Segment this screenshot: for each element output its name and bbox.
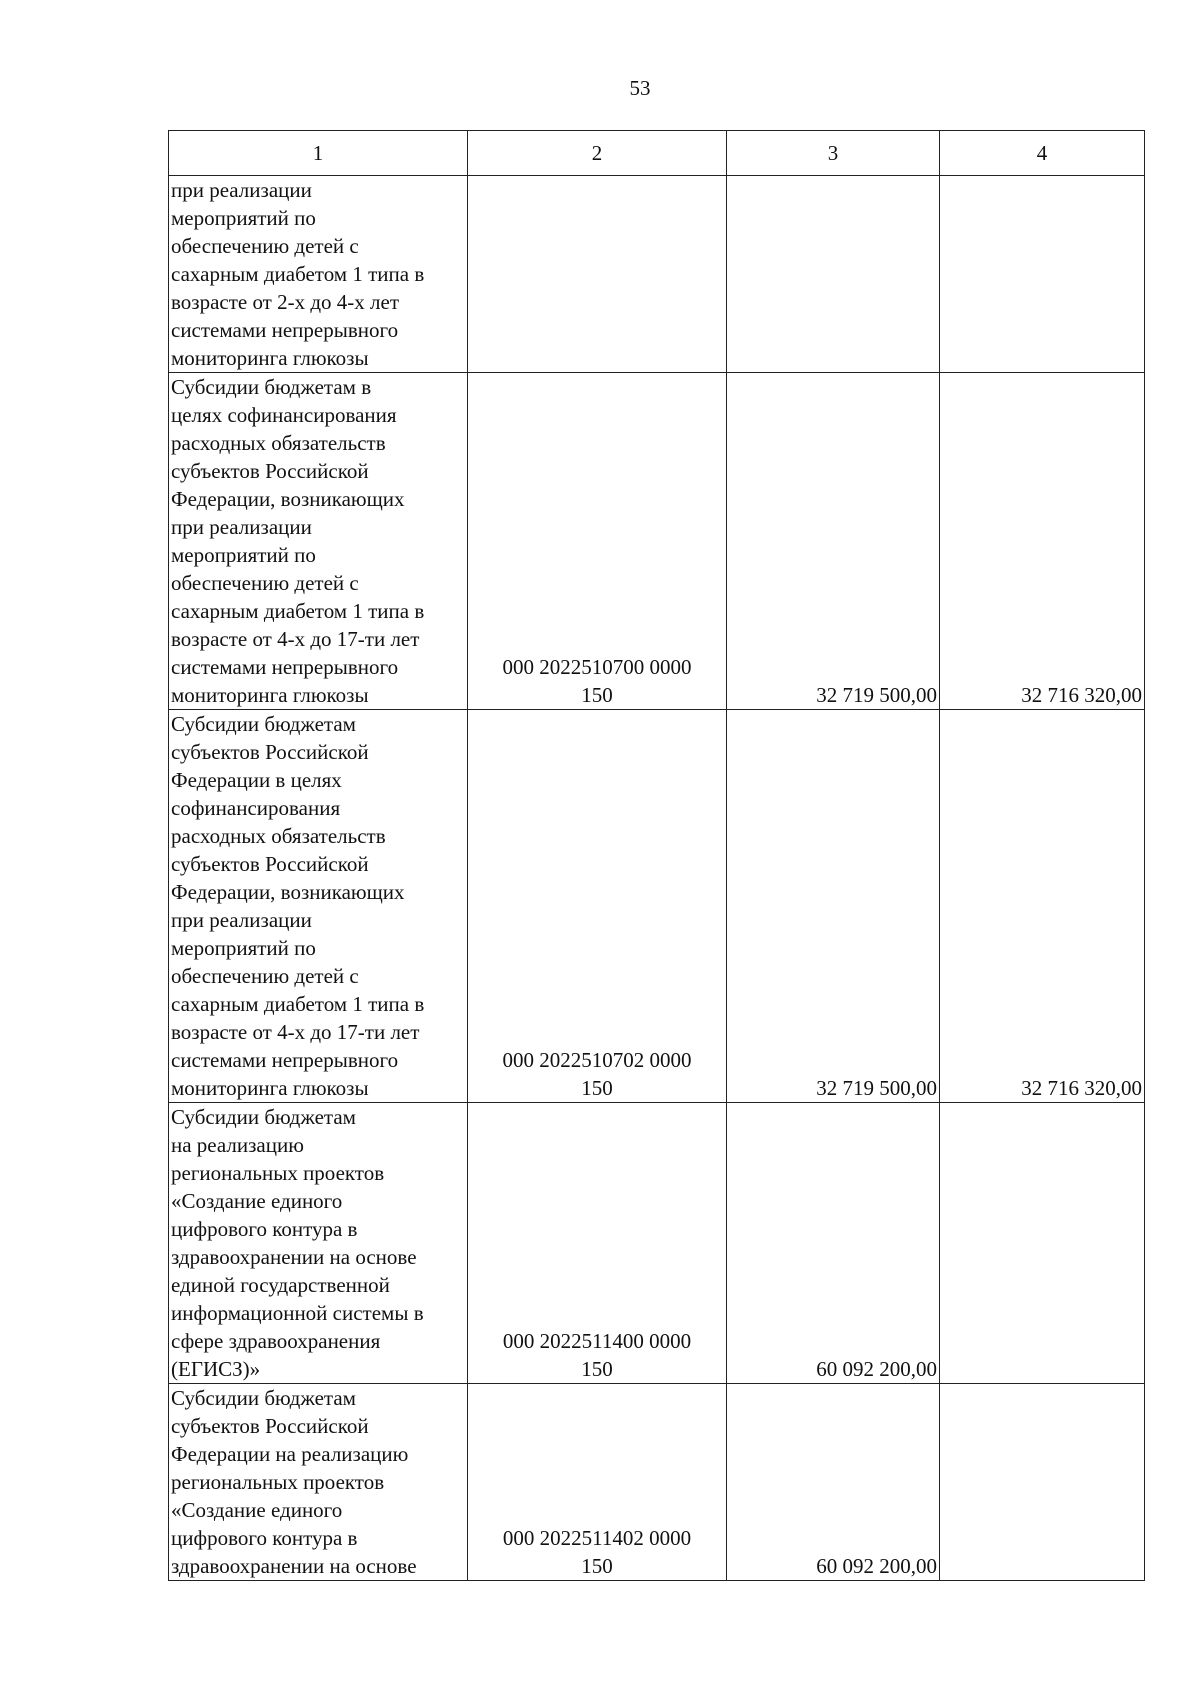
- budget-table: [168, 130, 1145, 1581]
- row-amount-cell-4: [940, 1103, 1145, 1384]
- column-header-1: 1: [169, 131, 468, 176]
- row-name-cell: при реализации мероприятий по обеспечению детей с сахарным диабетом 1 типа в возрасте от 2-х до 4-х лет системами непрерывного мониторинга глюкозы: [169, 176, 468, 373]
- row-code-cell: 000 2022510702 0000 150: [468, 710, 727, 1103]
- column-header-3: 3: [727, 131, 940, 176]
- row-amount-cell-3: 32 719 500,00: [727, 373, 940, 710]
- row-name-cell: Субсидии бюджетам на реализацию региональных проектов «Создание единого цифрового контура в здравоохранении на основе единой государственной информационной системы в сфере здравоохранения (ЕГИСЗ)»: [169, 1103, 468, 1384]
- table-row: [169, 176, 1145, 373]
- row-amount-cell-4: [940, 176, 1145, 373]
- table-header-row: [169, 131, 1145, 176]
- row-code-cell: [468, 176, 727, 373]
- row-name-cell: Субсидии бюджетам субъектов Российской Федерации в целях софинансирования расходных обязательств субъектов Российской Федерации, возникающих при реализации мероприятий по обеспечению детей с сахарным диабетом 1 типа в возрасте от 4-х до 17-ти лет системами непрерывного мониторинга глюкозы: [169, 710, 468, 1103]
- row-amount-cell-3: 60 092 200,00: [727, 1103, 940, 1384]
- column-header-2: 2: [468, 131, 727, 176]
- row-code-cell: 000 2022510700 0000 150: [468, 373, 727, 710]
- row-amount-cell-4: 32 716 320,00: [940, 710, 1145, 1103]
- row-amount-cell-3: 60 092 200,00: [727, 1384, 940, 1581]
- row-amount-cell-3: [727, 176, 940, 373]
- row-name-cell: Субсидии бюджетам в целях софинансирования расходных обязательств субъектов Российской Федерации, возникающих при реализации мероприятий по обеспечению детей с сахарным диабетом 1 типа в возрасте от 4-х до 17-ти лет системами непрерывного мониторинга глюкозы: [169, 373, 468, 710]
- row-code-cell: 000 2022511400 0000 150: [468, 1103, 727, 1384]
- row-amount-cell-4: [940, 1384, 1145, 1581]
- table-row: [169, 1103, 1145, 1384]
- column-header-4: 4: [940, 131, 1145, 176]
- table-row: [169, 710, 1145, 1103]
- row-amount-cell-4: 32 716 320,00: [940, 373, 1145, 710]
- row-name-cell: Субсидии бюджетам субъектов Российской Федерации на реализацию региональных проектов «Создание единого цифрового контура в здравоохранении на основе: [169, 1384, 468, 1581]
- table-row: [169, 373, 1145, 710]
- row-code-cell: 000 2022511402 0000 150: [468, 1384, 727, 1581]
- page-number: 53: [629, 76, 651, 100]
- row-amount-cell-3: 32 719 500,00: [727, 710, 940, 1103]
- table-row: [169, 1384, 1145, 1581]
